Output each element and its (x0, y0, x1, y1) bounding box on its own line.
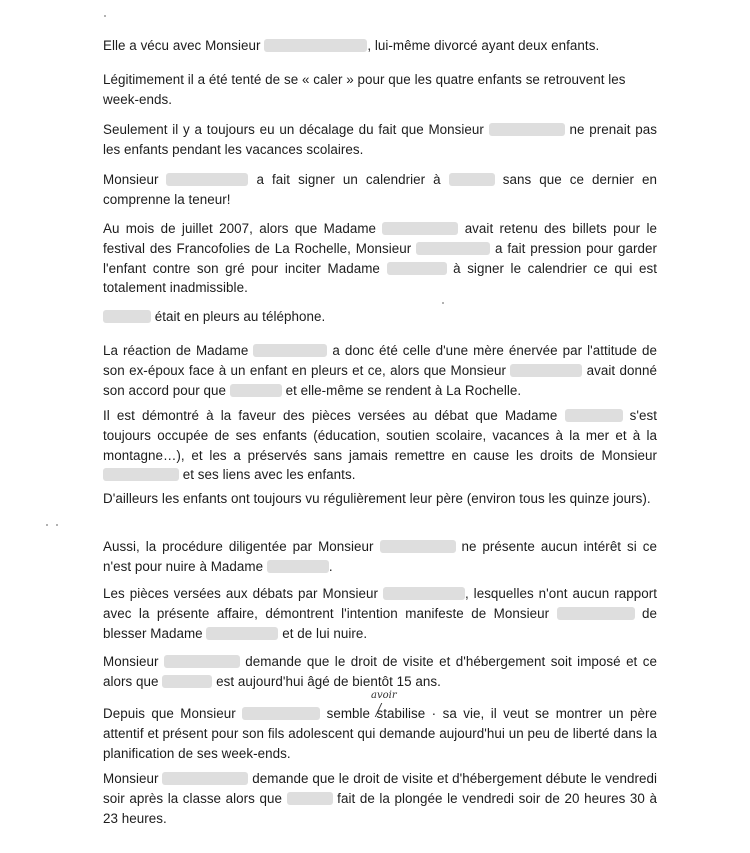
redaction-box (103, 310, 151, 323)
text-run: a fait pression pour garder l'enfant contre son gré pour inciter Madame (103, 240, 657, 276)
text-run: ne prenait pas les enfants pendant les vacances scolaires. (103, 122, 657, 157)
text-run: D'ailleurs les enfants ont toujours vu régulièrement leur père (environ tous les quinze jours). (103, 491, 651, 506)
redaction-box (162, 772, 248, 785)
redaction-box (253, 344, 327, 357)
text-run: fait de la plongée le vendredi soir de 20 heures 30 à 23 heures. (103, 790, 657, 826)
redaction-box (449, 173, 495, 186)
text-run: Depuis que Monsieur (103, 706, 243, 721)
text-run: , lesquelles n'ont aucun rapport avec la présente affaire, démontrent l'intention manifeste de Monsieur (103, 586, 657, 621)
redaction-box (162, 675, 212, 688)
redaction-box (489, 123, 565, 136)
paragraph (103, 307, 657, 327)
redaction-box (242, 707, 320, 720)
redaction-box (206, 627, 278, 640)
paragraph (103, 537, 657, 577)
paragraph (103, 70, 657, 110)
redaction-box (264, 39, 367, 52)
paragraph (103, 489, 657, 509)
paragraph (103, 120, 657, 160)
redaction-box (287, 792, 333, 805)
redaction-box (382, 222, 458, 235)
text-run: demande que le droit de visite et d'hébergement débute le vendredi soir après la classe alors que (103, 771, 658, 806)
redaction-box (380, 540, 456, 553)
text-run: est aujourd'hui âgé de bientôt 15 ans. (212, 673, 441, 689)
text-run: Monsieur (103, 172, 167, 187)
text-run: avait donné son accord pour que (103, 362, 658, 398)
redaction-box (164, 655, 240, 668)
text-run: Monsieur (103, 771, 163, 786)
scan-speck (56, 524, 58, 526)
paragraph (103, 170, 657, 210)
paragraph (103, 584, 657, 643)
redaction-box (557, 607, 635, 620)
redaction-box (565, 409, 623, 422)
paragraph (103, 219, 657, 298)
text-run: Légitimement il a été tenté de se « caler » pour que les quatre enfants se retrouvent les week-ends. (103, 72, 626, 107)
text-run: demande que le droit de visite et d'hébergement soit imposé et ce alors que (103, 654, 657, 689)
text-run: Seulement il y a toujours eu un décalage du fait que Monsieur (103, 122, 489, 137)
text-run: à signer le calendrier ce qui est totalement inadmissible. (103, 260, 657, 296)
handwritten-annotation: avoir (371, 690, 397, 701)
text-run: ne présente aucun intérêt si ce n'est pour nuire à Madame (103, 539, 657, 574)
scan-speck (104, 15, 106, 17)
redaction-box (103, 468, 179, 481)
redaction-box (387, 262, 447, 275)
text-run: . (328, 558, 333, 574)
text-run: Il est démontré à la faveur des pièces versées au débat que Madame (103, 408, 565, 423)
text-run: et ses liens avec les enfants. (179, 467, 356, 483)
paragraph (103, 341, 657, 400)
text-run: a fait signer un calendrier à (248, 172, 449, 187)
paragraph (103, 406, 657, 485)
text-run: Monsieur (103, 654, 164, 669)
text-run: Aussi, la procédure diligentée par Monsieur (103, 539, 380, 554)
text-run: semble stabilise · sa vie, il veut se montrer un père attentif et présent pour son fils adolescent qui demande aujourd'hui un peu de liberté dans la planification de ses week-ends. (103, 706, 657, 761)
redaction-box (267, 560, 329, 573)
text-run: Elle a vécu avec Monsieur (103, 38, 265, 53)
text-run: Au mois de juillet 2007, alors que Madame (103, 221, 383, 236)
paragraph (103, 769, 657, 828)
paragraph (103, 652, 657, 692)
text-run: était en pleurs au téléphone. (151, 309, 326, 324)
text-run: s'est toujours occupée de ses enfants (éducation, soutien scolaire, vacances à la mer et à la montagne…), et les a préservés sans jamais remettre en cause les droits de Monsieur (103, 408, 657, 463)
scan-speck (442, 302, 444, 304)
redaction-box (230, 384, 282, 397)
text-run: sans que ce dernier en comprenne la teneur! (103, 172, 657, 207)
scan-speck (46, 524, 48, 526)
paragraph (103, 36, 657, 56)
redaction-box (166, 173, 248, 186)
text-run: de blesser Madame (103, 605, 658, 641)
text-run: , lui-même divorcé ayant deux enfants. (367, 38, 600, 53)
redaction-box (383, 587, 465, 600)
text-run: Les pièces versées aux débats par Monsieur (103, 586, 383, 601)
text-run: et elle-même se rendent à La Rochelle. (281, 382, 522, 398)
text-run: avait retenu des billets pour le festival des Francofolies de La Rochelle, Monsieur (103, 221, 657, 256)
text-run: a donc été celle d'une mère énervée par l'attitude de son ex-époux face à un enfant en pleurs et ce, alors que Monsieur (103, 343, 657, 378)
text-run: et de lui nuire. (278, 625, 368, 641)
redaction-box (510, 364, 582, 377)
text-run: La réaction de Madame (103, 343, 254, 358)
redaction-box (416, 242, 490, 255)
